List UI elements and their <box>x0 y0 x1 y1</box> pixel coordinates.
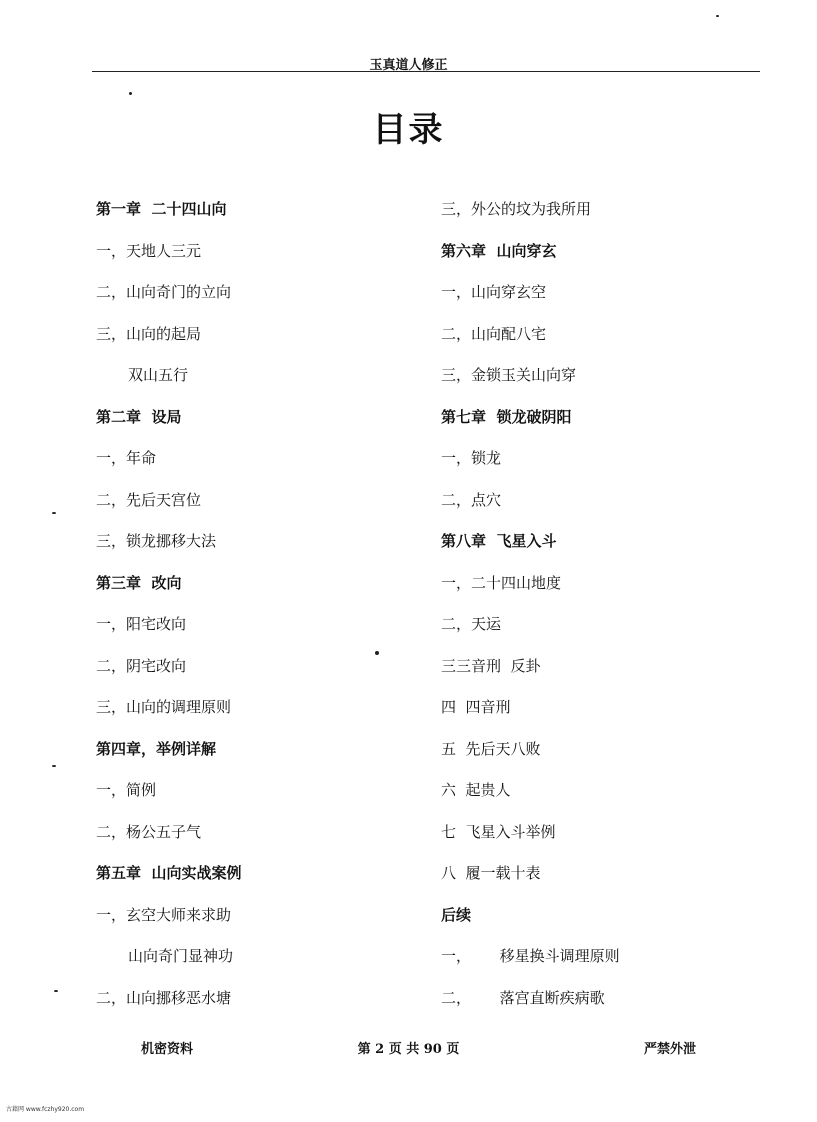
header-title: 玉真道人修正 <box>369 58 448 73</box>
scan-speck <box>54 990 58 992</box>
toc-chapter-heading: 第二章 设局 <box>96 407 182 426</box>
footer-confidential: 机密资料 <box>141 1042 194 1057</box>
toc-right-column <box>441 198 761 1028</box>
toc-entry: 一，简例 <box>96 781 157 799</box>
toc-entry: 一，天地人三元 <box>96 241 202 260</box>
toc-entry: 二，山向奇门的立向 <box>96 283 232 301</box>
toc-entry: 二， 落宫直断疾病歌 <box>441 988 605 1007</box>
toc-chapter-heading: 第一章 二十四山向 <box>96 200 227 218</box>
toc-entry: 三，金锁玉关山向穿 <box>441 366 577 384</box>
toc-entry: 二，先后天宫位 <box>96 490 202 509</box>
toc-entry: 一，二十四山地度 <box>441 573 562 592</box>
toc-entry: 一，山向穿玄空 <box>441 283 547 301</box>
toc-entry: 双山五行 <box>128 366 189 384</box>
toc-entry: 二，山向挪移恶水塘 <box>96 988 232 1007</box>
toc-entry: 一，年命 <box>96 449 157 467</box>
toc-entry: 三，山向的调理原则 <box>96 698 232 716</box>
toc-entry: 一， 移星换斗调理原则 <box>441 947 620 965</box>
toc-chapter-heading: 第六章 山向穿玄 <box>441 241 557 260</box>
toc-entry: 三，锁龙挪移大法 <box>96 532 217 550</box>
toc-entry: 一，阳宅改向 <box>96 615 187 633</box>
toc-entry: 二，阴宅改向 <box>96 656 187 675</box>
toc-entry: 二，点穴 <box>441 490 502 509</box>
toc-chapter-heading: 第七章 锁龙破阴阳 <box>441 407 572 426</box>
scan-speck <box>716 15 719 17</box>
toc-entry: 一，锁龙 <box>441 449 502 467</box>
scan-speck <box>129 92 132 95</box>
toc-entry: 六 起贵人 <box>441 781 511 799</box>
page-title: 目录 <box>372 110 445 150</box>
toc-entry: 三，外公的坟为我所用 <box>441 200 592 218</box>
scan-speck <box>375 651 379 655</box>
toc-chapter-heading: 第三章 改向 <box>96 573 182 592</box>
toc-entry: 八 履一载十表 <box>441 864 541 882</box>
toc-entry: 二，天运 <box>441 615 502 633</box>
toc-entry: 二，杨公五子气 <box>96 822 202 841</box>
toc-entry: 四 四音刑 <box>441 698 511 716</box>
footer-no-leak: 严禁外泄 <box>644 1042 697 1057</box>
site-watermark: 古籍网 www.fczhy920.com <box>6 1106 85 1113</box>
toc-entry: 三三音刑 反卦 <box>441 656 541 675</box>
toc-entry: 一，玄空大师来求助 <box>96 905 232 924</box>
toc-left-column <box>96 198 396 1028</box>
header-rule <box>92 71 760 72</box>
toc-entry: 三，山向的起局 <box>96 324 202 343</box>
toc-chapter-heading: 后续 <box>441 905 472 924</box>
toc-chapter-heading: 第八章 飞星入斗 <box>441 532 557 550</box>
toc-chapter-heading: 第四章，举例详解 <box>96 739 217 758</box>
toc-entry: 二，山向配八宅 <box>441 324 547 343</box>
toc-entry: 七 飞星入斗举例 <box>441 822 556 841</box>
toc-entry: 山向奇门显神功 <box>128 947 234 965</box>
toc-chapter-heading: 第五章 山向实战案例 <box>96 864 242 882</box>
scan-speck <box>52 512 56 514</box>
toc-entry: 五 先后天八败 <box>441 739 541 758</box>
scan-speck <box>52 765 56 767</box>
footer-page-number: 第 2 页 共 90 页 <box>357 1042 460 1057</box>
